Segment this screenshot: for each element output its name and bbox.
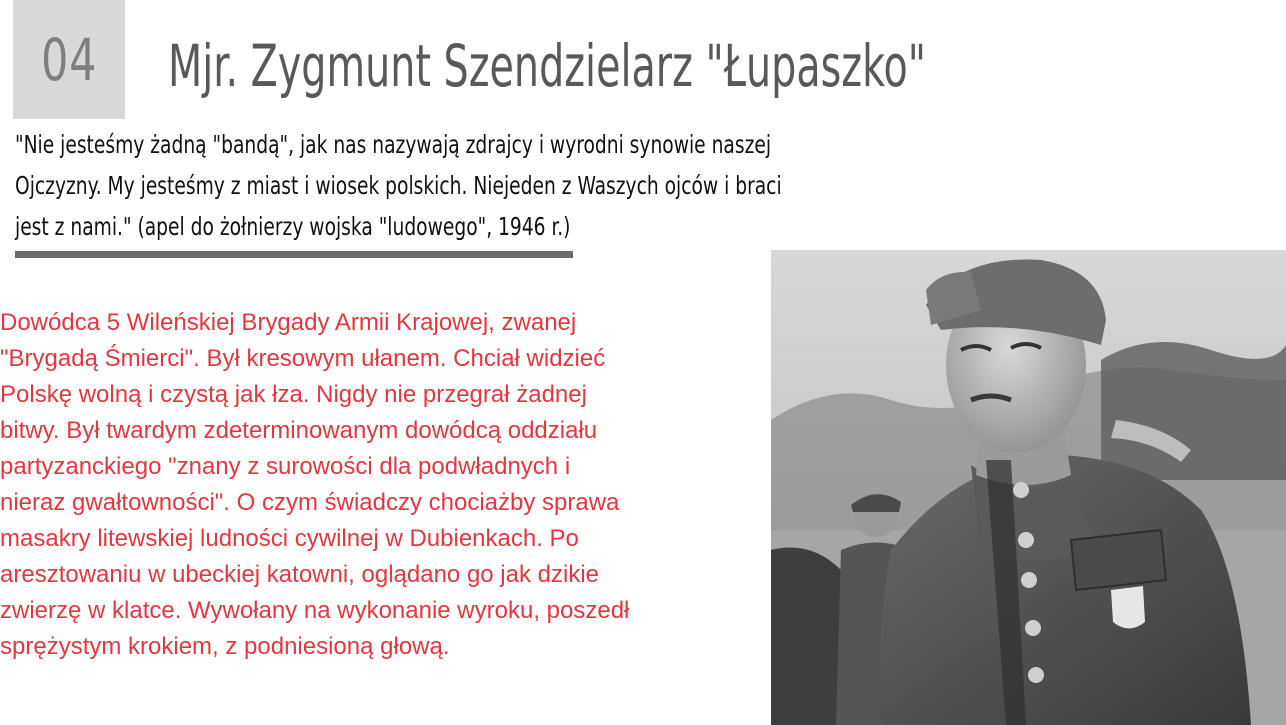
bio-paragraph <box>0 305 720 665</box>
section-number: 04 <box>40 25 98 94</box>
bio-line: Polskę wolną i czystą jak łza. Nigdy nie przegrał żadnej <box>0 381 587 408</box>
bio-line: aresztowaniu w ubeckiej katowni, oglądano go jak dzikie <box>0 561 600 588</box>
bio-line: bitwy. Był twardym zdeterminowanym dowódcą oddziału <box>0 417 598 444</box>
bio-line: Dowódca 5 Wileńskiej Brygady Armii Krajowej, zwanej <box>0 309 577 336</box>
divider <box>15 251 573 258</box>
portrait-illustration <box>771 250 1286 725</box>
bio-line: masakry litewskiej ludności cywilnej w Dubienkach. Po <box>0 525 579 552</box>
bio-line: nieraz gwałtowności". O czym świadczy chociażby sprawa <box>0 489 620 516</box>
bio-line: zwierzę w klatce. Wywołany na wykonanie wyroku, poszedł <box>0 597 630 624</box>
portrait-photo <box>771 250 1286 725</box>
bio-line: partyzanckiego "znany z surowości dla podwładnych i <box>0 453 571 480</box>
bio-line: sprężystym krokiem, z podniesioną głową. <box>0 633 450 660</box>
quote-block <box>15 124 845 247</box>
quote-line: "Nie jesteśmy żadną "bandą", jak nas nazywają zdrajcy i wyrodni synowie naszej <box>15 130 772 159</box>
bio-line: "Brygadą Śmierci". Był kresowym ułanem. Chciał widzieć <box>0 345 606 372</box>
quote-line: jest z nami." (apel do żołnierzy wojska "ludowego", 1946 r.) <box>15 212 571 241</box>
page-title: Mjr. Zygmunt Szendzielarz "Łupaszko" <box>168 32 926 100</box>
section-number-box <box>13 0 125 119</box>
quote-line: Ojczyzny. My jesteśmy z miast i wiosek polskich. Niejeden z Waszych ojców i braci <box>15 171 782 200</box>
